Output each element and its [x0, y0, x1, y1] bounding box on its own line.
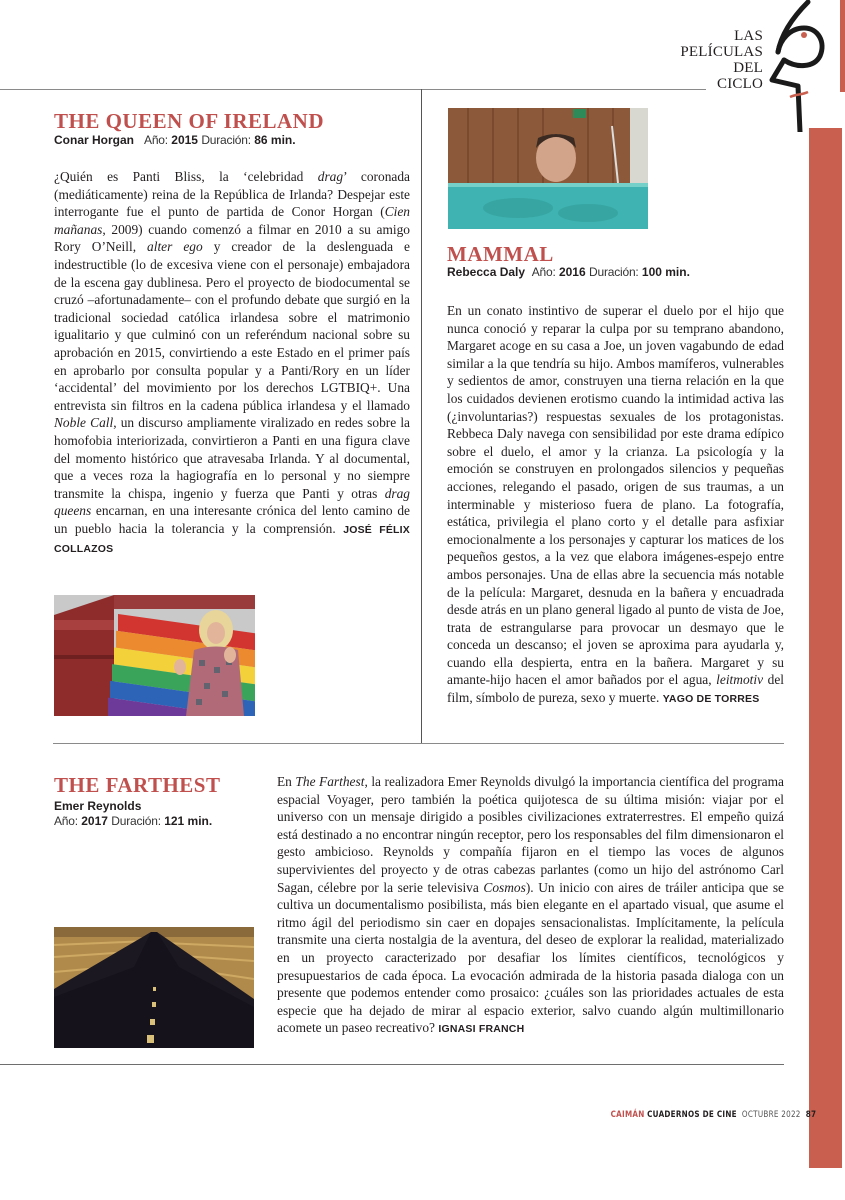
film-credits	[447, 265, 784, 280]
footer-rule	[0, 1064, 784, 1065]
body-segment-italic: drag	[317, 169, 344, 184]
article-title: THE FARTHEST	[54, 773, 221, 797]
film-still-mammal	[448, 108, 648, 229]
section-label-line: DEL	[733, 60, 763, 76]
body-segment: , un discurso ampliamente viralizado en redes sobre la homofobia interiorizada, convirtieron a Panti en una figura clave del momento histórico que atravesaba Irlanda. Y al documental, que a veces roza la hagiografía en lo personal y no siempre transmite la chispa, ingenio y fuerza que Panti y otras	[54, 415, 410, 501]
article-title: THE QUEEN OF IRELAND	[54, 109, 325, 133]
year: 2015	[171, 133, 198, 147]
year-label: Año:	[144, 133, 168, 147]
header-rule	[0, 89, 706, 90]
section-label-line: CICLO	[717, 76, 763, 92]
article-mammal	[447, 243, 784, 709]
body-segment: En un conato instintivo de superar el duelo por el hijo que nunca conoció y reparar la culpa por su temprano abandono, Margaret acoge en su casa a Joe, un joven vagabundo de edad similar a la que tendría su hijo. Ambos mamíferos, vulnerables y sedientos de amor, construyen una tierna relación en la que los cuidados devienen erotismo cuando la intimidad activa las (¿involuntarias?) respuestas sexuales de los protagonistas. Rebbeca Daly navega con sensibilidad por este drama edípico sobre el duelo, el amor y la crianza. La psicología y la emoción se construyen en prolongados silencios y pequeñas acciones, relegando el pasado, origen de sus traumas, a un interminable y misterioso fuera de plano. La fotografía, estática, privilegia el plano corto y el detalle para asfixiar emocionalmente a los personajes y capturar los matices de los pequeños gestos, a la vez que elabora imágenes-espejo entre ambos personajes. Una de ellas abre la secuencia más notable de la película: Margaret, desnuda en la bañera y encuadrada desde atrás en un plano general ligado al punto de vista de Joe, trata de estrangularse para provocar un desmayo que le conceda un descanso; el joven se aproxima para ayudarla y, cuando ella despierta, entra en la bañera. Margaret y su amante-hijo hacen el amor bañados por el agua,	[447, 303, 784, 688]
author-byline: IGNASI FRANCH	[438, 1023, 525, 1036]
page-number: 87	[805, 1110, 817, 1120]
desert-road-photo-icon	[54, 927, 254, 1048]
author-byline: YAGO DE TORRES	[662, 693, 760, 706]
article-the-farthest-body	[277, 773, 784, 1039]
face-line-drawing-logo-icon	[768, 0, 845, 132]
year-label: Año:	[531, 265, 556, 279]
article-body	[447, 302, 784, 709]
body-segment: y creador de la deslenguada e indestructible (lo de excesiva viene con el personaje) embajadora de la escena gay dublinesa. Pero el proyecto de biodocumental se cruzó –afortunadamente– con el profundo debate que surgió en la tradicional sociedad católica irlandesa sobre el matrimonio igualitario y que culminó con un referéndum nacional sobre su aprobación en 2015, convirtiendo a este Estado en el primer país en aprobarlo por consulta popular y a Panti/Rory en un líder ‘accidental’ del movimiento por los derechos LGTBIQ+. Una entrevista sin filtros en la cadena pública irlandesa y el llamado	[54, 239, 410, 413]
duration-label: Duración:	[589, 265, 639, 279]
section-label-line: LAS	[734, 28, 763, 44]
body-segment-italic: The Farthest	[295, 774, 365, 789]
issue-date: OCTUBRE 2022	[741, 1110, 801, 1120]
body-segment: En	[277, 774, 296, 789]
body-segment: ). Un inicio con aires de tráiler anticipa que se cultiva un documentalismo posibilista, más bien elegante en el apartado visual, que asume el ritmo ágil del periodismo sin caer en dopajes sensacionalistas. Implícitamente, la película transmite una cierta nostalgia de la aventura, del deseo de explorar la realidad, materializado en un proyecto caracterizado por desafiar los límites científicos, tecnológicos y presupuestarios de cada época. La evocación admirada de la historia pasada dialoga con un presente que podemos entender como prosaico: ¿cuáles son las prioridades actuales de esta especie que ha dejado de mirar al espacio exterior, salvo cuando algún multimillonario acomete un paseo recreativo?	[277, 879, 784, 1036]
pool-photo-icon	[448, 108, 648, 229]
article-body	[277, 773, 784, 1039]
year: 2017	[81, 814, 108, 828]
film-still-the-farthest	[54, 927, 254, 1048]
article-the-farthest-header	[54, 774, 254, 829]
duration: 86 min.	[254, 133, 296, 147]
duration-label: Duración:	[201, 133, 251, 147]
year-label: Año:	[54, 814, 78, 828]
body-segment: encarnan, en una interesante crónica del lento camino de un pueblo hacia la tolerancia y la comprensión.	[54, 503, 410, 536]
body-segment: ’ coronada (mediáticamente) reina de la República de Irlanda? Despejar este interrogante fue el punto de partida de Conor Horgan (	[54, 169, 410, 220]
page-footer	[610, 1110, 817, 1120]
body-segment: , la realizadora Emer Reynolds divulgó la importancia científica del programa espacial Voyager, pero también la poética quijotesca de su última misión: viajar por el universo con un mensaje dirigido a posibles civilizaciones extraterrestres. El empeño quizá está destinado a no encontrar ningún receptor, pero los responsables del film dimensionaron el gesto ambicioso. Reynolds y compañía fijaron en el tiempo las voces de algunos supervivientes del proyecto y de otras cabezas parlantes (como un hijo del astrónomo Carl Sagan, célebre por la serie televisiva	[277, 774, 784, 895]
article-queen-of-ireland	[54, 110, 410, 559]
column-divider	[421, 89, 422, 743]
article-title: MAMMAL	[447, 242, 554, 266]
director: Emer Reynolds	[54, 799, 142, 813]
section-label	[623, 28, 763, 92]
drag-queen-photo-icon	[54, 595, 255, 716]
director: Rebecca Daly	[447, 265, 526, 279]
body-segment-italic: Noble Call	[54, 415, 114, 431]
body-segment: ¿Quién es Panti Bliss, la ‘celebridad	[54, 169, 318, 184]
body-segment-italic: Cien mañanas	[54, 204, 410, 237]
magazine-brand: CAIMÁN	[610, 1110, 645, 1120]
section-divider	[53, 743, 784, 744]
author-byline: JOSÉ FÉLIX COLLAZOS	[54, 523, 410, 556]
magazine-name: CUADERNOS DE CINE	[647, 1110, 737, 1120]
body-segment: , 2009) cuando comenzó a filmar en 2010 a su amigo Rory O’Neill,	[54, 221, 410, 255]
duration: 121 min.	[164, 814, 213, 828]
director: Conar Horgan	[54, 133, 135, 147]
duration: 100 min.	[641, 265, 690, 279]
year: 2016	[558, 265, 586, 279]
duration-label: Duración:	[111, 814, 161, 828]
body-segment-italic: Cosmos	[483, 879, 526, 895]
body-segment: del film, símbolo de pureza, sexo y muerte.	[447, 672, 784, 706]
body-segment-italic: alter ego	[147, 239, 203, 255]
article-body	[54, 168, 410, 559]
section-label-line: PELÍCULAS	[680, 44, 763, 60]
film-credits	[54, 133, 410, 148]
film-still-queen-of-ireland	[54, 595, 255, 716]
body-segment-italic: drag queens	[54, 485, 410, 519]
body-segment-italic: leitmotiv	[716, 672, 764, 688]
film-credits	[54, 799, 254, 829]
side-accent-bar	[809, 128, 842, 1168]
